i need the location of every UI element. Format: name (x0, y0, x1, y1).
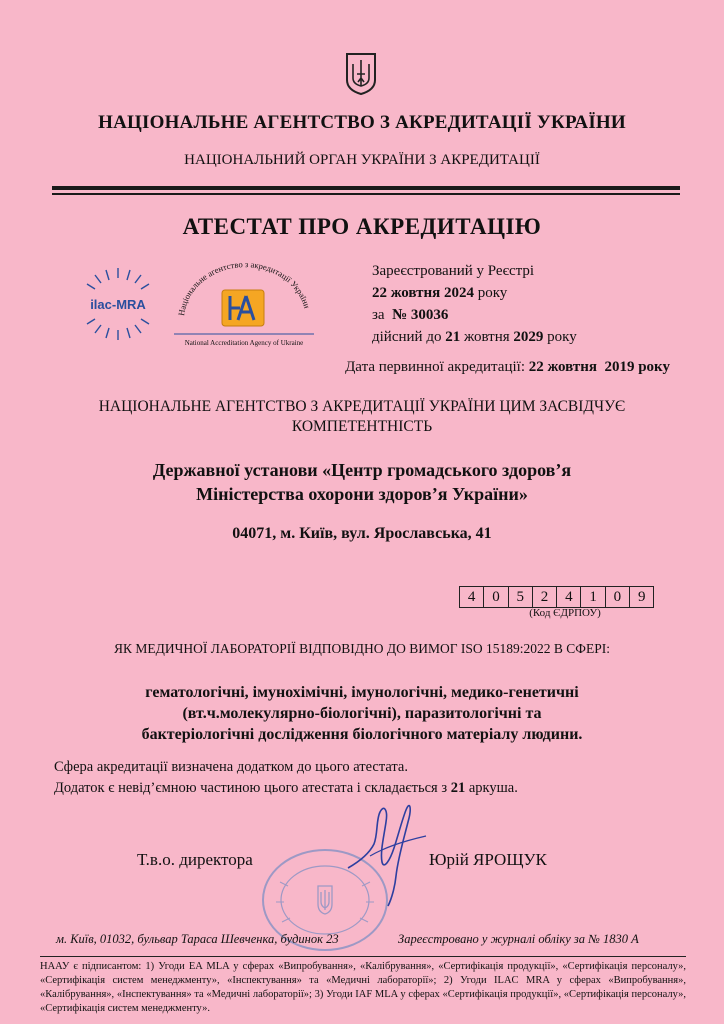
lab-statement: ЯК МЕДИЧНОЇ ЛАБОРАТОРІЇ ВІДПОВІДНО ДО ВИМОГ ISO 15189:2022 В СФЕРІ: (114, 641, 610, 656)
agency-address: м. Київ, 01032, бульвар Тараса Шевченка, будинок 23 (56, 932, 339, 946)
edrpou-digit: 0 (483, 587, 507, 607)
edrpou-digit: 2 (532, 587, 556, 607)
agency-title: НАЦІОНАЛЬНЕ АГЕНТСТВО З АКРЕДИТАЦІЇ УКРАЇНИ (98, 112, 626, 133)
director-signature (340, 790, 440, 910)
organization-address: 04071, м. Київ, вул. Ярославська, 41 (232, 525, 492, 542)
edrpou-digit: 5 (508, 587, 532, 607)
initial-accreditation: Дата первинної акредитації: 22 жовтня 2019 року (345, 359, 670, 375)
organization-name: Державної установи «Центр громадського здоров’я Міністерства охорони здоров’я України» (152, 460, 572, 504)
naau-ring-text: Національне агентство з акредитації України (176, 259, 313, 317)
annex-note: Сфера акредитації визначена додатком до цього атестата. Додаток є невід’ємною частиною цього атестата і складається з 21 аркуша. (54, 759, 518, 796)
ilac-logo-text: ilac-MRA (90, 297, 146, 312)
ilac-mra-logo (76, 262, 160, 346)
certify-statement: НАЦІОНАЛЬНЕ АГЕНТСТВО З АКРЕДИТАЦІЇ УКРАЇНИ ЦИМ ЗАСВІДЧУЄ КОМПЕТЕНТНІСТЬ (98, 398, 626, 435)
valid-year: 2029 (513, 329, 544, 345)
journal-registration: Зареєстровано у журналі обліку за № 1830 А (398, 932, 639, 946)
edrpou-label: (Код ЄДРПОУ) (529, 607, 601, 619)
trident-coat-of-arms-icon (345, 52, 377, 96)
registration-line: Зареєстрований у Реєстрі (372, 263, 535, 279)
edrpou-code-box (459, 586, 654, 608)
signatory-title: Т.в.о. директора (137, 850, 253, 869)
registration-date: 22 жовтня 2024 (372, 285, 474, 301)
header-thick-rule (52, 186, 680, 190)
edrpou-digit: 4 (467, 589, 476, 605)
initial-accreditation-date: 22 жовтня 2019 року (528, 359, 670, 375)
naau-logo (168, 258, 320, 350)
header-thin-rule (52, 193, 680, 195)
accreditation-scope: гематологічні, імунохімічні, імунологічні, медико-генетичні (вт.ч.молекулярно-біологічні), паразитологічні та бактеріологічні дослідження біологічного матеріалу людини. (141, 684, 583, 743)
edrpou-digit: 9 (629, 587, 653, 607)
agency-subtitle: НАЦІОНАЛЬНИЙ ОРГАН УКРАЇНИ З АКРЕДИТАЦІЇ (184, 152, 540, 168)
naau-caption: National Accreditation Agency of Ukraine (184, 339, 304, 347)
membership-statement: НААУ є підписантом: 1) Угоди EA MLA у сферах «Випробування», «Калібрування», «Сертифікація продукції», «Сертифікація персоналу», «Сертифікація систем менеджменту», «Інспектування» та «Медичні лабораторії»; 2) Угоди ILAC MRA у сферах «Випробування», «Калібрування», «Інспектування» та «Медичні лабораторії»; 3) Угоди IAF MLA у сферах «Сертифікація продукції», «Сертифікація персоналу», «Сертифікація систем менеджменту». (40, 961, 686, 1014)
registration-block: Зареєстрований у Реєстрі 22 жовтня 2024 року за № 30036 дійсний до 21 жовтня 2029 року (372, 260, 577, 348)
registration-number: № 30036 (392, 307, 449, 323)
edrpou-digit: 1 (580, 587, 604, 607)
annex-sheet-count: 21 (450, 780, 466, 796)
valid-day: 21 (445, 329, 461, 345)
signatory-name: Юрій ЯРОЩУК (429, 850, 547, 869)
edrpou-digit: 4 (556, 587, 580, 607)
footer-rule (40, 956, 686, 957)
document-title: АТЕСТАТ ПРО АКРЕДИТАЦІЮ (182, 214, 542, 239)
edrpou-digit: 0 (605, 587, 629, 607)
